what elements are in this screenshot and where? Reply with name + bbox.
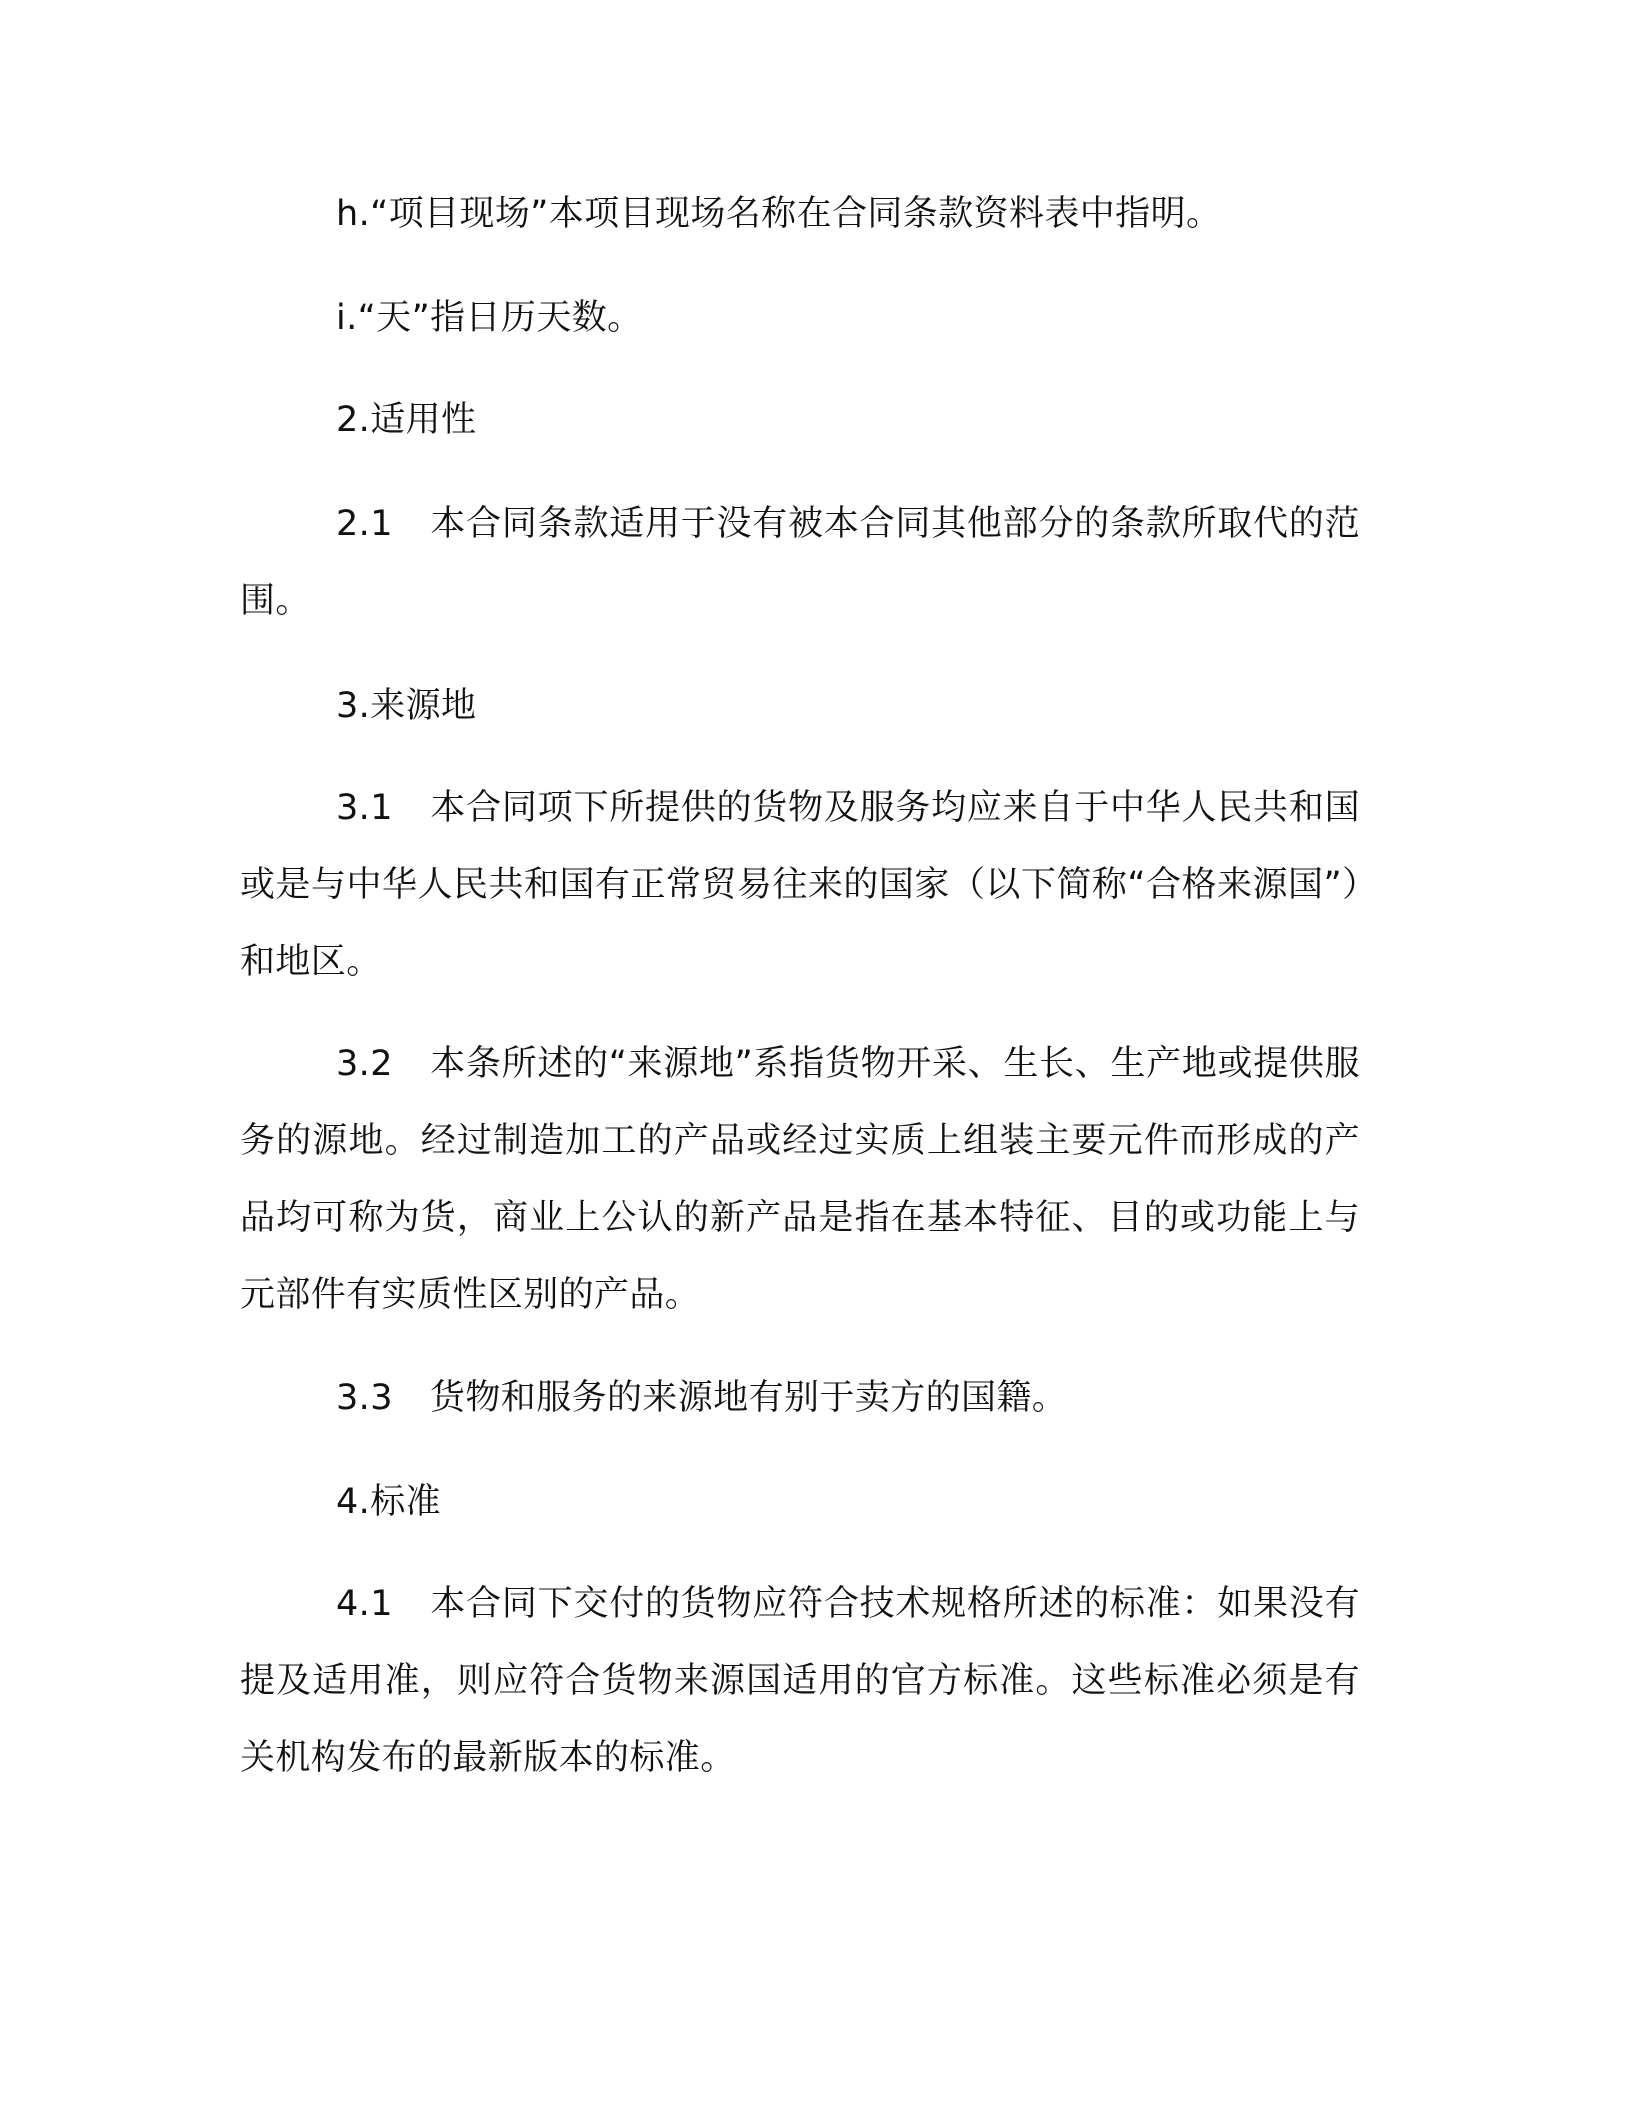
paragraph-h: [240, 176, 1360, 253]
clause-text: 货物和服务的来源地有别于卖方的国籍。: [430, 1378, 1068, 1418]
clause-number: 2.1: [336, 504, 393, 544]
clause-3-2: [240, 1026, 1360, 1334]
section-heading-standards: [240, 1464, 1360, 1541]
clause-text: 本条所述的“来源地”系指货物开采、生长、生产地或提供服务的源地。经过制造加工的产品或经过实质上组装主要元件而形成的产品均可称为货，商业上公认的新产品是指在基本特征、目的或功能上与元部件有实质性区别的产品。: [240, 1044, 1360, 1315]
clause-text: 本合同条款适用于没有被本合同其他部分的条款所取代的范围。: [240, 504, 1360, 621]
document-page: [240, 0, 1360, 2112]
clause-text: 本合同项下所提供的货物及服务均应来自于中华人民共和国或是与中华人民共和国有正常贸易往来的国家（以下简称“合格来源国”）和地区。: [240, 788, 1360, 982]
clause-number: 3.1: [336, 788, 393, 828]
paragraph-i-text: i.“天”指日历天数。: [336, 298, 643, 338]
section-heading-text: 2.适用性: [336, 400, 477, 440]
clause-number: 3.3: [336, 1378, 393, 1418]
clause-3-1: [240, 770, 1360, 1001]
clause-3-3: [240, 1360, 1360, 1437]
clause-text: 本合同下交付的货物应符合技术规格所述的标准：如果没有提及适用准，则应符合货物来源国适用的官方标准。这些标准必须是有关机构发布的最新版本的标准。: [240, 1584, 1360, 1778]
clause-number: 3.2: [336, 1044, 393, 1084]
paragraph-i: [240, 280, 1360, 357]
section-heading-text: 3.来源地: [336, 686, 477, 726]
section-heading-text: 4.标准: [336, 1482, 441, 1522]
clause-2-1: [240, 486, 1360, 640]
section-heading-origin: [240, 668, 1360, 745]
paragraph-h-text: h.“项目现场”本项目现场名称在合同条款资料表中指明。: [336, 194, 1222, 234]
clause-number: 4.1: [336, 1584, 393, 1624]
section-heading-applicability: [240, 382, 1360, 459]
clause-4-1: [240, 1566, 1360, 1797]
